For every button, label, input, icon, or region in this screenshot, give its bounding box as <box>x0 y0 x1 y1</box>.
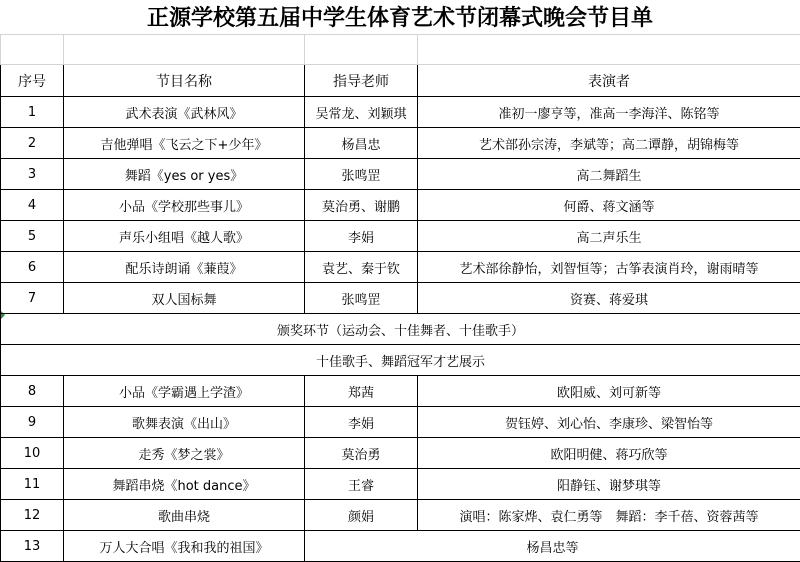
cell-teacher: 王睿 <box>305 469 418 500</box>
cell-program: 武术表演《武林风》 <box>64 97 305 128</box>
cell-seq: 4 <box>1 190 64 221</box>
section-row-showcase <box>1 345 800 376</box>
header-program: 节目名称 <box>64 65 305 97</box>
cell-program: 小品《学校那些事儿》 <box>64 190 305 221</box>
section-award: 颁奖环节（运动会、十佳舞者、十佳歌手） <box>1 314 800 345</box>
cell-program: 小品《学霸遇上学渣》 <box>64 376 305 407</box>
cell-performers: 高二舞蹈生 <box>418 159 800 190</box>
cell-performers: 欧阳明健、蒋巧欣等 <box>418 438 800 469</box>
cell-seq: 6 <box>1 252 64 283</box>
cell-seq: 3 <box>1 159 64 190</box>
section-row-award <box>1 314 800 345</box>
table-row <box>1 221 800 252</box>
cell-teacher: 莫治勇、谢鹏 <box>305 190 418 221</box>
cell-seq: 11 <box>1 469 64 500</box>
header-performers: 表演者 <box>418 65 800 97</box>
cell-teacher: 郑茜 <box>305 376 418 407</box>
cell-program: 吉他弹唱《飞云之下+少年》 <box>64 128 305 159</box>
cell-performers: 阳静钰、谢梦琪等 <box>418 469 800 500</box>
table-row <box>1 190 800 221</box>
cell-teacher: 杨昌忠 <box>305 128 418 159</box>
table-row <box>1 438 800 469</box>
section-showcase: 十佳歌手、舞蹈冠军才艺展示 <box>1 345 800 376</box>
cell-seq: 1 <box>1 97 64 128</box>
table-row <box>1 469 800 500</box>
cell-seq: 2 <box>1 128 64 159</box>
cell-program: 双人国标舞 <box>64 283 305 314</box>
cell-performers: 准初一廖亨等，准高一李海洋、陈铭等 <box>418 97 800 128</box>
table-row <box>1 376 800 407</box>
cell-seq: 7 <box>1 283 64 314</box>
cell-performers: 高二声乐生 <box>418 221 800 252</box>
table-row <box>1 159 800 190</box>
cell-seq: 12 <box>1 500 64 531</box>
header-seq: 序号 <box>1 65 64 97</box>
table-row <box>1 128 800 159</box>
cell-program: 舞蹈串烧《hot dance》 <box>64 469 305 500</box>
cell-teacher: 张鸣罡 <box>305 283 418 314</box>
cell-teacher: 颜娟 <box>305 500 418 531</box>
table-row <box>1 407 800 438</box>
cell-performers: 资赛、蒋爱琪 <box>418 283 800 314</box>
cell-teacher: 李娟 <box>305 407 418 438</box>
table-row-final <box>1 531 800 562</box>
program-table <box>0 34 800 562</box>
cell-teacher: 吴常龙、刘颖琪 <box>305 97 418 128</box>
cell-teacher: 莫治勇 <box>305 438 418 469</box>
cell-program: 歌曲串烧 <box>64 500 305 531</box>
cell-performers: 贺钰婷、刘心怡、李康珍、梁智怡等 <box>418 407 800 438</box>
cell-program: 万人大合唱《我和我的祖国》 <box>64 531 305 562</box>
header-row <box>1 65 800 97</box>
cell-seq: 5 <box>1 221 64 252</box>
empty-row <box>1 35 800 65</box>
cell-performers: 杨昌忠等 <box>305 531 800 562</box>
header-teacher: 指导老师 <box>305 65 418 97</box>
cell-seq: 10 <box>1 438 64 469</box>
table-row <box>1 97 800 128</box>
cell-performers: 演唱：陈家烨、袁仁勇等 舞蹈：李千蓓、资蓉茜等 <box>418 500 800 531</box>
cell-performers: 何爵、蒋文涵等 <box>418 190 800 221</box>
table-row <box>1 252 800 283</box>
cell-teacher: 张鸣罡 <box>305 159 418 190</box>
cell-seq: 13 <box>1 531 64 562</box>
table-row <box>1 283 800 314</box>
cell-teacher: 袁艺、秦于钦 <box>305 252 418 283</box>
cell-program: 声乐小组唱《越人歌》 <box>64 221 305 252</box>
cell-performers: 艺术部孙宗涛，李斌等；高二谭静，胡锦梅等 <box>418 128 800 159</box>
cell-performers: 艺术部徐静怡，刘智恒等；古筝表演肖玲，谢雨晴等 <box>418 252 800 283</box>
table-row <box>1 500 800 531</box>
cell-seq: 8 <box>1 376 64 407</box>
cell-program: 舞蹈《yes or yes》 <box>64 159 305 190</box>
cell-performers: 欧阳威、刘可新等 <box>418 376 800 407</box>
cell-teacher: 李娟 <box>305 221 418 252</box>
cell-program: 配乐诗朗诵《蒹葭》 <box>64 252 305 283</box>
page-title: 正源学校第五届中学生体育艺术节闭幕式晚会节目单 <box>0 0 800 34</box>
cell-program: 歌舞表演《出山》 <box>64 407 305 438</box>
cell-program: 走秀《梦之裳》 <box>64 438 305 469</box>
cell-seq: 9 <box>1 407 64 438</box>
